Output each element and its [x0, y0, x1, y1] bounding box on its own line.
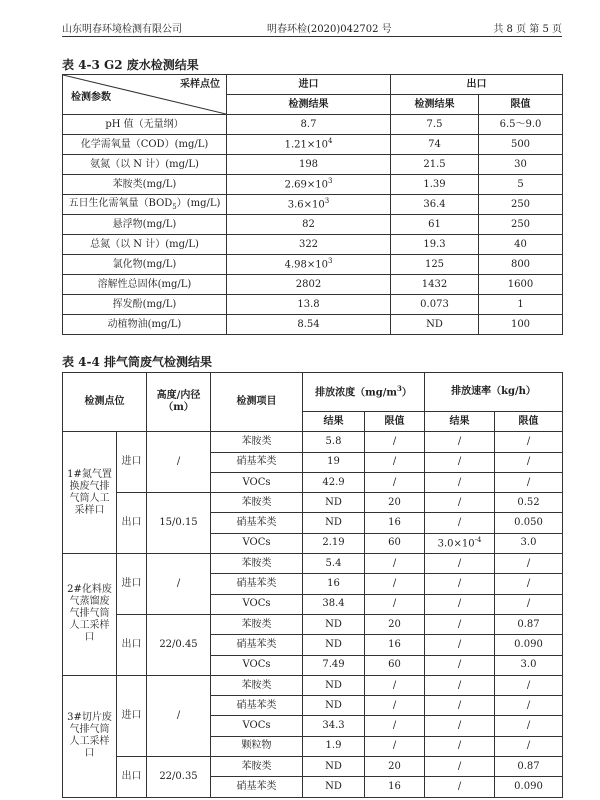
table-row — [63, 554, 563, 574]
item-cell: 苯胺类 — [211, 432, 303, 452]
corner-top-label: 采样点位 — [180, 79, 220, 90]
param-cell — [63, 215, 227, 235]
outlet-result-cell: ND — [391, 315, 479, 335]
height-cell: / — [147, 675, 211, 756]
inlet-value: 8.54 — [297, 318, 320, 330]
item-cell: 颗粒物 — [211, 736, 303, 756]
conc-result-cell: ND — [303, 696, 365, 716]
outlet-limit-cell: 6.5～9.0 — [479, 115, 563, 135]
rate-value: / — [457, 780, 462, 792]
outlet-limit-header: 限值 — [479, 95, 563, 115]
table-row — [63, 175, 563, 195]
param-cell — [63, 155, 227, 175]
item-cell: VOCs — [211, 533, 303, 553]
inlet-result-cell — [227, 175, 391, 195]
inlet-value: 82 — [302, 218, 315, 230]
rate-value: / — [457, 456, 462, 468]
rate-value: / — [457, 740, 462, 752]
rate-result-header: 结果 — [425, 412, 495, 432]
table-row — [63, 432, 563, 452]
conc-limit-cell: / — [365, 716, 425, 736]
company-name: 山东明春环境检测有限公司 — [62, 24, 182, 35]
inlet-value: 322 — [298, 238, 319, 250]
rate-limit-cell: 0.090 — [495, 635, 563, 655]
outlet-result-cell: 125 — [391, 255, 479, 275]
param-cell — [63, 195, 227, 215]
rate-exponent: -4 — [474, 536, 482, 545]
param-cell — [63, 135, 227, 155]
conc-result-cell: ND — [303, 777, 365, 797]
param-text: 苯胺类(mg/L) — [112, 178, 177, 190]
conc-result-cell: ND — [303, 513, 365, 533]
rate-limit-cell: 0.52 — [495, 493, 563, 513]
conc-result-cell: 7.49 — [303, 655, 365, 675]
outlet-result-cell: 21.5 — [391, 155, 479, 175]
outlet-limit-cell: 1600 — [479, 275, 563, 295]
param-text: 氨氮（以 N 计）(mg/L) — [90, 158, 199, 170]
rate-limit-cell: / — [495, 736, 563, 756]
conc-limit-header: 限值 — [365, 412, 425, 432]
outlet-limit-cell: 30 — [479, 155, 563, 175]
outlet-result-cell: 19.3 — [391, 235, 479, 255]
rate-value: / — [457, 760, 462, 772]
param-text: 总氮（以 N 计）(mg/L) — [90, 238, 199, 250]
conc-result-cell: 38.4 — [303, 594, 365, 614]
table-row — [63, 757, 563, 777]
rate-result-cell — [425, 554, 495, 574]
inlet-result-cell — [227, 275, 391, 295]
rate-result-cell — [425, 513, 495, 533]
conc-result-cell: 2.19 — [303, 533, 365, 553]
inlet-header: 进口 — [227, 75, 391, 95]
rate-result-cell — [425, 675, 495, 695]
inlet-result-cell — [227, 235, 391, 255]
rate-result-cell — [425, 716, 495, 736]
param-subscript: 5 — [172, 202, 177, 211]
inlet-result-cell — [227, 115, 391, 135]
table-row — [63, 493, 563, 513]
rate-value: / — [457, 435, 462, 447]
rate-limit-cell: / — [495, 716, 563, 736]
rate-value: / — [457, 659, 462, 671]
table-row — [63, 315, 563, 335]
outlet-limit-cell: 800 — [479, 255, 563, 275]
inlet-value: 13.8 — [297, 298, 320, 310]
outlet-result-cell: 61 — [391, 215, 479, 235]
conc-limit-cell: / — [365, 472, 425, 492]
item-cell: VOCs — [211, 716, 303, 736]
rate-value: / — [457, 476, 462, 488]
rate-result-cell — [425, 493, 495, 513]
inlet-value: 4.98×10 — [284, 259, 328, 271]
conc-result-cell: 19 — [303, 452, 365, 472]
rate-limit-cell: / — [495, 594, 563, 614]
rate-limit-cell: / — [495, 452, 563, 472]
item-cell: 苯胺类 — [211, 493, 303, 513]
table-row — [63, 255, 563, 275]
rate-limit-cell: 0.090 — [495, 777, 563, 797]
rate-value: / — [457, 598, 462, 610]
conc-limit-cell: / — [365, 432, 425, 452]
port-cell: 出口 — [117, 493, 147, 554]
outlet-limit-cell: 5 — [479, 175, 563, 195]
inlet-exponent: 3 — [324, 197, 330, 206]
conc-limit-cell: / — [365, 594, 425, 614]
conc-result-cell: 16 — [303, 574, 365, 594]
param-cell — [63, 235, 227, 255]
wastewater-results-table — [62, 74, 563, 335]
table-row — [63, 115, 563, 135]
inlet-exponent: 3 — [327, 177, 333, 186]
conc-result-cell: ND — [303, 614, 365, 634]
table-row — [63, 155, 563, 175]
item-cell: 硝基苯类 — [211, 635, 303, 655]
inlet-result-header: 检测结果 — [227, 95, 391, 115]
page-counter: 共 8 页 第 5 页 — [493, 24, 562, 35]
conc-result-cell: 34.3 — [303, 716, 365, 736]
item-header: 检测项目 — [211, 373, 303, 432]
inlet-value: 3.6×10 — [287, 199, 325, 211]
conc-limit-cell: / — [365, 452, 425, 472]
conc-limit-cell: 16 — [365, 635, 425, 655]
inlet-result-cell — [227, 155, 391, 175]
corner-bottom-label: 检测参数 — [71, 92, 111, 103]
conc-header: 排放浓度$(mg/m^3)$ — [303, 373, 425, 412]
outlet-limit-cell: 250 — [479, 215, 563, 235]
param-cell — [63, 315, 227, 335]
rate-limit-cell: / — [495, 554, 563, 574]
outlet-result-header: 检测结果 — [391, 95, 479, 115]
rate-result-cell — [425, 594, 495, 614]
conc-limit-cell: / — [365, 574, 425, 594]
conc-result-cell: ND — [303, 675, 365, 695]
outlet-result-cell: 0.073 — [391, 295, 479, 315]
outlet-result-cell: 7.5 — [391, 115, 479, 135]
param-text: 悬浮物(mg/L) — [112, 218, 177, 230]
table-row — [63, 275, 563, 295]
inlet-value: 2802 — [295, 278, 322, 290]
rate-result-cell — [425, 655, 495, 675]
conc-result-cell: 42.9 — [303, 472, 365, 492]
inlet-value: 2.69×10 — [284, 179, 328, 191]
conc-limit-cell: / — [365, 696, 425, 716]
param-text: 溶解性总固体(mg/L) — [97, 278, 192, 290]
conc-limit-cell: 20 — [365, 757, 425, 777]
item-cell: 硝基苯类 — [211, 452, 303, 472]
item-cell: VOCs — [211, 472, 303, 492]
port-cell: 出口 — [117, 614, 147, 675]
rate-limit-cell: / — [495, 696, 563, 716]
point-header: 检测点位 — [63, 373, 147, 432]
rate-limit-cell: 0.87 — [495, 757, 563, 777]
table2-caption: 表 4-4 排气筒废气检测结果 — [62, 355, 213, 369]
rate-value: / — [457, 699, 462, 711]
rate-limit-cell: 0.87 — [495, 614, 563, 634]
conc-limit-cell: 16 — [365, 513, 425, 533]
outlet-result-cell: 1.39 — [391, 175, 479, 195]
param-text: 挥发酚(mg/L) — [112, 298, 177, 310]
param-cell — [63, 115, 227, 135]
rate-value: / — [457, 517, 462, 529]
conc-limit-cell: 20 — [365, 493, 425, 513]
table2-body — [63, 432, 563, 797]
table-row — [63, 195, 563, 215]
conc-limit-cell: 60 — [365, 655, 425, 675]
inlet-result-cell — [227, 195, 391, 215]
height-cell: 15/0.15 — [147, 493, 211, 554]
inlet-result-cell — [227, 135, 391, 155]
inlet-value: 8.7 — [300, 118, 317, 130]
rate-result-cell — [425, 614, 495, 634]
rate-result-cell — [425, 635, 495, 655]
rate-limit-cell: 3.0 — [495, 655, 563, 675]
param-text: 五日生化需氧量（BOD — [68, 197, 173, 209]
inlet-result-cell — [227, 295, 391, 315]
table1-body — [63, 115, 563, 335]
exhaust-gas-results-table — [62, 372, 563, 798]
conc-limit-cell: / — [365, 736, 425, 756]
param-cell — [63, 255, 227, 275]
rate-value: / — [457, 496, 462, 508]
rate-result-cell — [425, 736, 495, 756]
inlet-exponent: 4 — [327, 137, 333, 146]
rate-header: 排放速率（kg/h） — [425, 373, 563, 412]
param-text: 氯化物(mg/L) — [112, 258, 177, 270]
conc-result-cell: 5.4 — [303, 554, 365, 574]
sampling-point-cell: 1#氮气置换废气排气筒人工采样口 — [63, 432, 117, 554]
table-row — [63, 215, 563, 235]
port-cell: 进口 — [117, 554, 147, 615]
port-cell: 出口 — [117, 757, 147, 798]
inlet-exponent: 3 — [327, 257, 333, 266]
height-cell: 22/0.45 — [147, 614, 211, 675]
outlet-limit-cell: 250 — [479, 195, 563, 215]
rate-value: / — [457, 578, 462, 590]
rate-value: / — [457, 557, 462, 569]
conc-result-cell: 1.9 — [303, 736, 365, 756]
rate-result-cell — [425, 533, 495, 553]
page-header — [62, 14, 562, 37]
rate-value: / — [457, 679, 462, 691]
rate-value: / — [457, 618, 462, 630]
inlet-result-cell — [227, 255, 391, 275]
height-cell: / — [147, 432, 211, 493]
port-cell: 进口 — [117, 675, 147, 756]
port-cell: 进口 — [117, 432, 147, 493]
outlet-limit-cell: 500 — [479, 135, 563, 155]
rate-result-cell — [425, 574, 495, 594]
conc-limit-cell: 20 — [365, 614, 425, 634]
inlet-result-cell — [227, 315, 391, 335]
sampling-point-cell: 2#化料废气蒸馏废气排气筒人工采样口 — [63, 554, 117, 676]
item-cell: 硝基苯类 — [211, 574, 303, 594]
item-cell: VOCs — [211, 594, 303, 614]
inlet-result-cell — [227, 215, 391, 235]
item-cell: 硝基苯类 — [211, 513, 303, 533]
item-cell: 硝基苯类 — [211, 696, 303, 716]
conc-limit-cell: / — [365, 554, 425, 574]
table-row — [63, 135, 563, 155]
param-cell — [63, 295, 227, 315]
rate-result-cell — [425, 432, 495, 452]
outlet-result-cell: 1432 — [391, 275, 479, 295]
report-number: 明春环检(2020)042702 号 — [267, 24, 392, 35]
item-cell: 苯胺类 — [211, 675, 303, 695]
conc-result-cell: ND — [303, 493, 365, 513]
outlet-limit-cell: 100 — [479, 315, 563, 335]
height-cell: 22/0.35 — [147, 757, 211, 798]
rate-limit-cell: / — [495, 574, 563, 594]
outlet-header: 出口 — [391, 75, 563, 95]
param-text: 动植物油(mg/L) — [107, 318, 182, 330]
rate-limit-header: 限值 — [495, 412, 563, 432]
conc-limit-cell: 60 — [365, 533, 425, 553]
rate-value: / — [457, 638, 462, 650]
param-cell — [63, 275, 227, 295]
rate-limit-cell: 3.0 — [495, 533, 563, 553]
table-row — [63, 295, 563, 315]
rate-result-cell — [425, 757, 495, 777]
conc-result-header: 结果 — [303, 412, 365, 432]
table-row — [63, 675, 563, 695]
param-text: pH 值（无量纲） — [105, 118, 184, 130]
param-text: 化学需氧量（COD）(mg/L) — [80, 138, 209, 150]
conc-limit-cell: 16 — [365, 777, 425, 797]
conc-result-cell: ND — [303, 635, 365, 655]
item-cell: 苯胺类 — [211, 614, 303, 634]
rate-limit-cell: / — [495, 432, 563, 452]
outlet-result-cell: 36.4 — [391, 195, 479, 215]
item-cell: 硝基苯类 — [211, 777, 303, 797]
height-cell: / — [147, 554, 211, 615]
outlet-result-cell: 74 — [391, 135, 479, 155]
param-tail: ）(mg/L) — [176, 197, 221, 209]
conc-limit-cell: / — [365, 675, 425, 695]
rate-result-cell — [425, 452, 495, 472]
param-cell — [63, 175, 227, 195]
inlet-value: 1.21×10 — [284, 139, 328, 151]
conc-result-cell: 5.8 — [303, 432, 365, 452]
conc-result-cell: ND — [303, 757, 365, 777]
sampling-point-cell: 3#切片废气排气筒人工采样口 — [63, 675, 117, 797]
rate-limit-cell: 0.050 — [495, 513, 563, 533]
rate-result-cell — [425, 472, 495, 492]
table1-caption: 表 4-3 G2 废水检测结果 — [62, 58, 199, 72]
table-row — [63, 235, 563, 255]
outlet-limit-cell: 1 — [479, 295, 563, 315]
table-row — [63, 614, 563, 634]
rate-value: / — [457, 720, 462, 732]
item-cell: VOCs — [211, 655, 303, 675]
rate-limit-cell: / — [495, 472, 563, 492]
rate-limit-cell: / — [495, 675, 563, 695]
rate-result-cell — [425, 696, 495, 716]
outlet-limit-cell: 40 — [479, 235, 563, 255]
table1-corner-header — [63, 75, 227, 115]
height-header: 高度/内径（m） — [147, 373, 211, 432]
inlet-value: 198 — [298, 158, 319, 170]
item-cell: 苯胺类 — [211, 757, 303, 777]
rate-value: 3.0×10 — [437, 538, 475, 550]
rate-result-cell — [425, 777, 495, 797]
item-cell: 苯胺类 — [211, 554, 303, 574]
